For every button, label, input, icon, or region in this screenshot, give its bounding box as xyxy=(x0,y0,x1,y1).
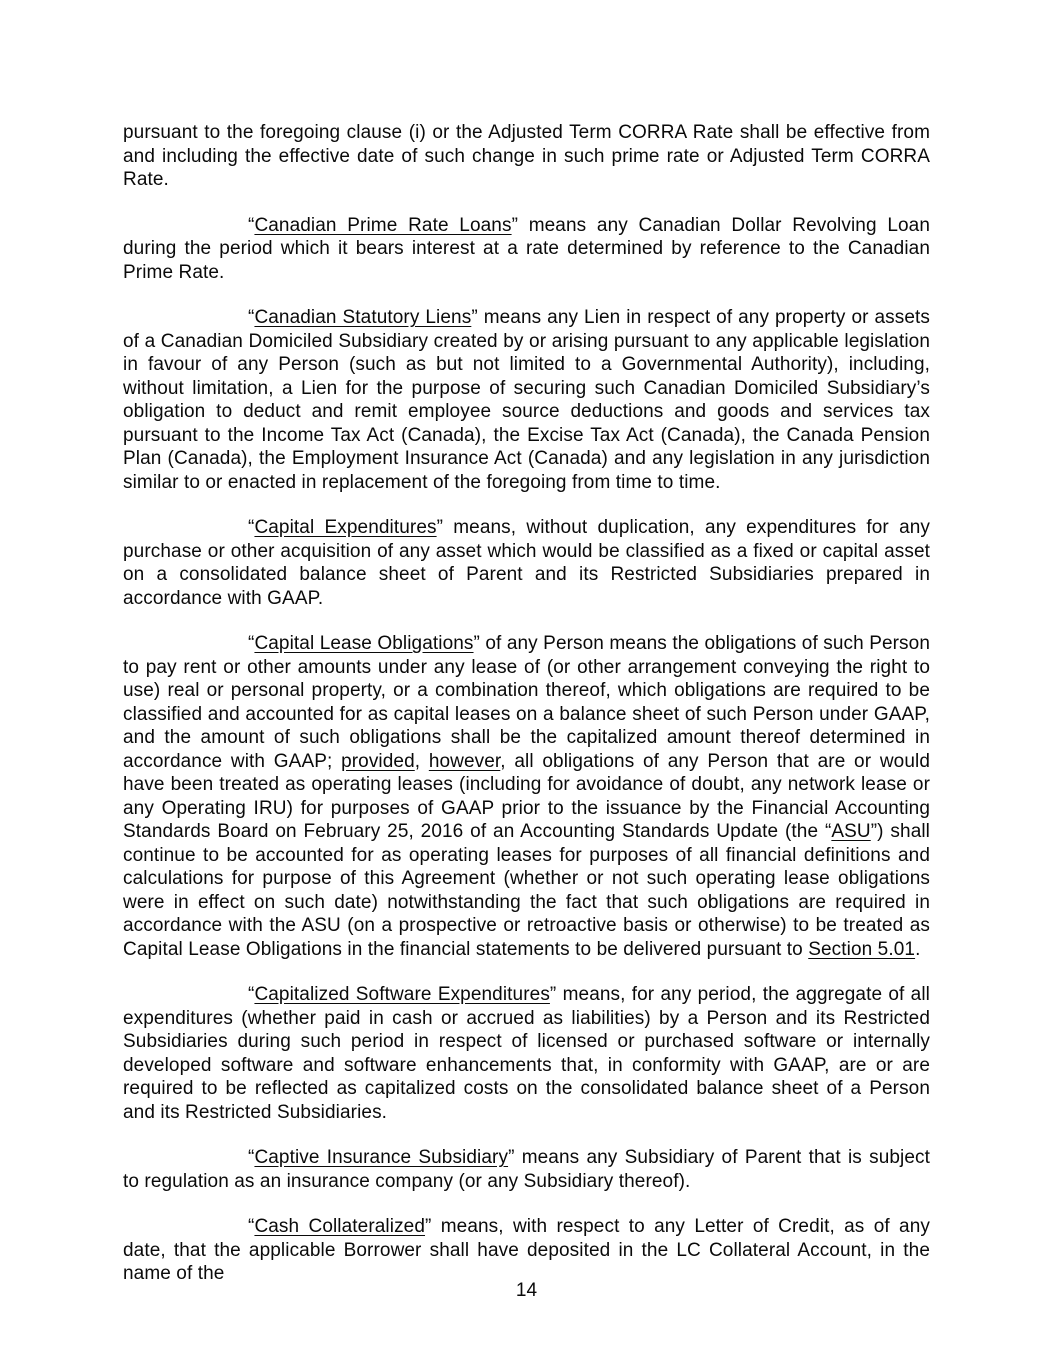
paragraph xyxy=(123,1215,930,1286)
text-run: “ xyxy=(248,633,255,654)
defined-term: Capital Expenditures xyxy=(254,517,437,538)
paragraph xyxy=(123,983,930,1124)
text-run: ” of any Person means the obligations of such Person to pay rent or other amounts under any lease of (or other arrangement conveying the right to use) real or personal property, or a combination thereof, which obligations are required to be classified and accounted for as capital leases on a balance sheet of such Person under GAAP, and the amount of such obligations shall be the capitalized amount thereof determined in accordance with GAAP; xyxy=(123,633,930,772)
paragraph xyxy=(123,306,930,494)
paragraph xyxy=(123,632,930,961)
defined-term: Canadian Statutory Liens xyxy=(254,307,472,328)
text-run: “ xyxy=(248,307,255,328)
paragraph xyxy=(123,516,930,610)
text-run: “ xyxy=(248,984,255,1005)
text-run: “ xyxy=(248,214,255,236)
defined-term: Canadian Prime Rate Loans xyxy=(254,214,512,236)
defined-term: Cash Collateralized xyxy=(254,1216,426,1237)
text-run: ” means any Subsidiary of Parent that is subject to regulation as an insurance company (or any Subsidiary thereof). xyxy=(123,1147,930,1192)
page-number: 14 xyxy=(515,1280,538,1301)
text-run: ” means, for any period, the aggregate of all expenditures (whether paid in cash or accrued as liabilities) by a Person and its Restricted Subsidiaries during such period in respect of licensed or purchased software or internally developed software and software enhancements that, in conformity with GAAP, are or are required to be reflected as capitalized costs on the consolidated balance sheet of a Person and its Restricted Subsidiaries. xyxy=(123,984,930,1123)
text-run: ” means, without duplication, any expenditures for any purchase or other acquisition of any asset which would be classified as a fixed or capital asset on a consolidated balance sheet of Parent and its Restricted Subsidiaries prepared in accordance with GAAP. xyxy=(123,517,931,609)
text-run: ”) shall continue to be accounted for as operating leases for purposes of all financial definitions and calculations for purpose of this Agreement (whether or not such operating lease obligations were in effect on such date) notwithstanding the fact that such obligations are required in accordance with the ASU (on a prospective or retroactive basis or otherwise) to be treated as Capital Lease Obligations in the financial statements to be delivered pursuant to xyxy=(123,821,930,960)
text-run: , all obligations of any Person that are or would have been treated as operating leases (including for avoidance of doubt, any network lease or any Operating IRU) for purposes of GAAP prior to the issuance by the Financial Accounting Standards Board on February 25, 2016 of an Accounting Standards Update (the “ xyxy=(123,750,930,842)
text-run: “ xyxy=(248,1147,255,1168)
text-run: ” means any Lien in respect of any property or assets of a Canadian Domiciled Subsidiary created by or arising pursuant to any applicable legislation in favour of any Person (such as but not limited to a Governmental Authority), including, without limitation, a Lien for the purpose of securing such Canadian Domiciled Subsidiary’s obligation to deduct and remit employee source deductions and goods and services tax pursuant to the Income Tax Act (Canada), the Excise Tax Act (Canada), the Canada Pension Plan (Canada), the Employment Insurance Act (Canada) and any legislation in any jurisdiction similar to or enacted in replacement of the foregoing from time to time. xyxy=(123,307,930,493)
defined-term: Capitalized Software Expenditures xyxy=(254,984,550,1005)
document-body xyxy=(123,121,930,1308)
paragraph xyxy=(123,121,930,192)
text-run: , xyxy=(414,750,429,772)
text-run: pursuant to the foregoing clause (i) or the Adjusted Term CORRA Rate shall be effective from and including the effective date of such change in such prime rate or Adjusted Term CORRA Rate. xyxy=(123,122,930,190)
defined-term: provided xyxy=(341,750,415,772)
defined-term: Capital Lease Obligations xyxy=(254,633,474,654)
defined-term: Section 5.01 xyxy=(808,938,916,960)
defined-term: ASU xyxy=(831,821,871,842)
text-run: . xyxy=(915,938,921,960)
text-run: ” means any Canadian Dollar Revolving Loan during the period which it bears interest at a rate determined by reference to the Canadian Prime Rate. xyxy=(123,214,930,283)
text-run: “ xyxy=(248,517,255,538)
defined-term: however xyxy=(428,750,501,772)
defined-term: Captive Insurance Subsidiary xyxy=(254,1147,509,1168)
paragraph xyxy=(123,1146,930,1193)
paragraph xyxy=(123,214,930,285)
text-run: “ xyxy=(248,1216,255,1237)
text-run: ” means, with respect to any Letter of Credit, as of any date, that the applicable Borrower shall have deposited in the LC Collateral Account, in the name of the xyxy=(123,1216,930,1284)
